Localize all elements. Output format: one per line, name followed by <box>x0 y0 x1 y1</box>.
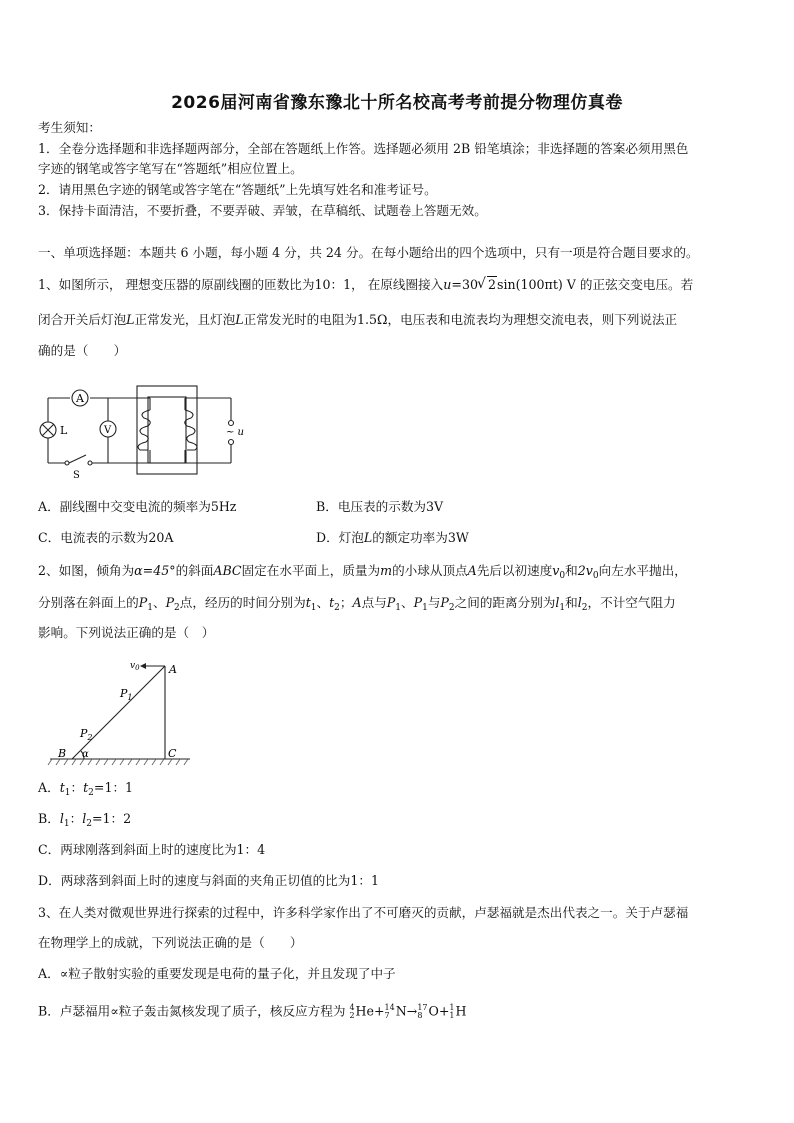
q2-line-2: 分别落在斜面上的$P_1$、$P_2$点，经历的时间分别为$t_1$、$t_2$；A点与$P_1$、$P_1$与$P_2$之间的距离分别为$l_1$和$l_2$，不计空气阻力 <box>38 595 676 613</box>
q2-option-b[interactable]: B．$l_1$：$l_2=1$：2 <box>38 811 132 829</box>
notice-item-1-cont: 字迹的钢笔或答字笔写在“答题纸”相应位置上。 <box>38 161 303 176</box>
q1-option-c[interactable]: C．电流表的示数为20A <box>38 530 174 545</box>
notice-item-3: 3．保持卡面清洁，不要折叠，不要弄破、弄皱，在草稿纸、试题卷上答题无效。 <box>38 203 487 218</box>
q3-option-a[interactable]: A．∝粒子散射实验的重要发现是电荷的量子化，并且发现了中子 <box>38 966 396 981</box>
helium-nucleus: 4 2 He <box>349 1003 374 1020</box>
switch-label: S <box>73 470 80 480</box>
q2-line-1: 2、如图，倾角为α=45°的斜面ABC固定在水平面上，质量为m的小球从顶点A先后以初速度$v_0$和$2v_0$向左水平抛出， <box>38 563 687 581</box>
q1-line-2: 闭合开关后灯泡L正常发光，且灯泡L正常发光时的电阻为1.5Ω，电压表和电流表均为理想交流电表，则下列说法正 <box>38 312 678 327</box>
q3-line-2: 在物理学上的成就，下列说法正确的是（ ） <box>38 935 303 950</box>
q1-option-d[interactable]: D．灯泡L的额定功率为3W <box>316 530 469 545</box>
incline-diagram <box>40 655 200 770</box>
page-title: 2026届河南省豫东豫北十所名校高考考前提分物理仿真卷 <box>171 93 623 113</box>
notice-item-2: 2．请用黑色字迹的钢笔或答字笔在“答题纸”上先填写姓名和准考证号。 <box>38 182 437 197</box>
voltmeter-label: V <box>104 425 112 436</box>
source-label: ~ u <box>226 427 244 438</box>
transformer-circuit-diagram <box>35 380 255 480</box>
p2-label: $P_2$ <box>80 727 93 742</box>
sqrt-symbol: √ 2 <box>478 279 497 292</box>
notice-heading: 考生须知： <box>38 120 101 135</box>
q3-line-1: 3、在人类对微观世界进行探索的过程中，许多科学家作出了不可磨灭的贡献，卢瑟福就是杰出代表之一。关于卢瑟福 <box>38 905 689 920</box>
q2-line-3: 影响。下列说法正确的是（ ） <box>38 625 215 640</box>
vertex-b-label: B <box>58 747 67 760</box>
vertex-c-label: C <box>168 747 177 760</box>
lamp-label: L <box>60 424 68 437</box>
q2-option-d[interactable]: D．两球落到斜面上时的速度与斜面的夹角正切值的比为1：1 <box>38 873 379 888</box>
oxygen-nucleus: 17 8 O <box>417 1003 439 1020</box>
q2-option-a[interactable]: A．$t_1$：$t_2=1$：1 <box>38 780 134 798</box>
nitrogen-nucleus: 14 7 N <box>384 1003 407 1020</box>
q1-option-a[interactable]: A．副线圈中交变电流的频率为5Hz <box>38 499 237 514</box>
angle-alpha-label: α <box>82 749 89 760</box>
q1-line-3: 确的是（ ） <box>38 343 127 358</box>
vertex-a-label: A <box>169 663 177 676</box>
q1-option-b[interactable]: B．电压表的示数为3V <box>316 499 444 514</box>
v0-label: $v_0$ <box>130 661 140 672</box>
q2-option-c[interactable]: C．两球刚落到斜面上时的速度比为1：4 <box>38 842 266 857</box>
q1-line-1: 1、如图所示， 理想变压器的原副线圈的匝数比为10：1， 在原线圈接入u=30√ 2sin(100πt) V 的正弦交变电压。若 <box>38 279 693 292</box>
ammeter-label: A <box>76 392 84 405</box>
q3-option-b[interactable]: B．卢瑟福用∝粒子轰击氮核发现了质子，核反应方程为 4 2 He+ 14 7 N→ 17 8 O+ 1 1 H <box>38 1003 467 1020</box>
section-heading: 一、单项选择题：本题共 6 小题，每小题 4 分，共 24 分。在每小题给出的四个选项中，只有一项是符合题目要求的。 <box>38 245 699 260</box>
hydrogen-nucleus: 1 1 H <box>449 1003 467 1020</box>
notice-item-1: 1．全卷分选择题和非选择题两部分，全部在答题纸上作答。选择题必须用 2B 铅笔填涂；非选择题的答案必须用黑色 <box>38 141 689 156</box>
p1-label: $P_1$ <box>120 687 133 702</box>
